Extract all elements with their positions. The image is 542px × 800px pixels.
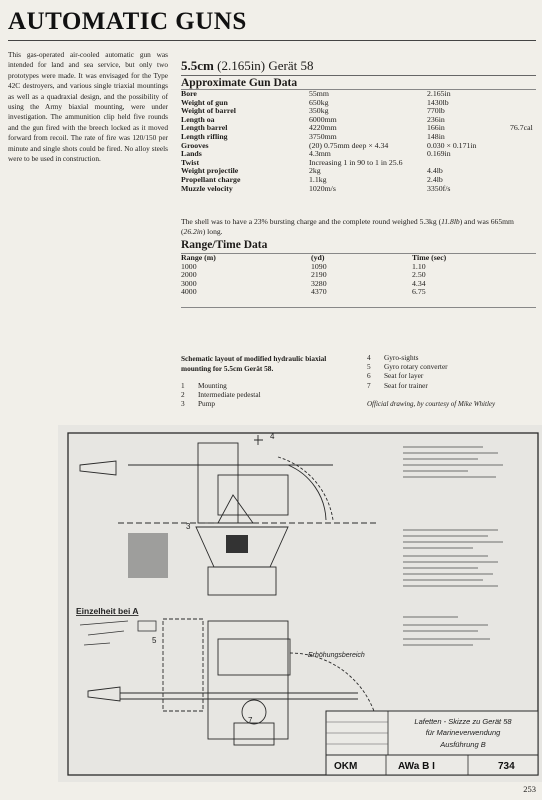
gun-data-body [181,90,536,193]
legend-item [367,381,448,390]
gun-data-row [181,107,536,116]
legend-item [181,381,261,390]
legend-item [367,353,448,362]
spec-extra [510,107,536,116]
spec-imperial: 236in [427,114,445,124]
spec-metric: Increasing 1 in 90 to 1 in 25.6 [309,157,403,167]
range-metres: 2000 [181,270,197,280]
spec-label: Lands [181,149,202,159]
spec-imperial: 148in [427,131,445,141]
spec-metric: (20) 0.75mm deep × 4.34 [309,140,389,150]
marker-4: 4 [270,432,275,441]
legend-text: Seat for trainer [384,380,428,390]
range-time: 4.34 [412,278,426,288]
spec-label: Twist [181,157,200,167]
spec-metric: 3750mm [309,131,337,141]
range-time: 1.10 [412,261,426,271]
range-header-m: Range (m) [181,253,216,262]
technical-drawing [58,425,542,782]
spec-metric: 2kg [309,166,321,176]
range-header-row [181,254,482,263]
elevation-range-label: Erhöhungsbereich [308,652,365,659]
specs-title: Approximate Gun Data [181,77,298,89]
legend-text: Mounting [198,381,227,390]
shell-note: The shell was to have a 23% bursting charge and the complete round weighed 5.3kg (11.8lb) and was 665mm (26.2in) long. [181,217,514,236]
gun-data-row [181,185,536,194]
figure-caption: Schematic layout of modified hydraulic biaxial mounting for 5.5cm Gerät 58. [181,354,327,373]
title-rule [8,40,536,41]
spec-extra [510,150,536,159]
gun-data-table [181,90,536,193]
title-block-line2: für Marineverwendung [425,728,501,737]
range-row [181,263,482,272]
legend-number: 6 [367,371,371,381]
spec-extra [510,133,536,142]
title-block-number: 734 [498,761,515,772]
spec-imperial: 0.169in [427,149,451,159]
range-row [181,271,482,280]
spec-imperial: 2.165in [427,89,451,98]
marker-3: 3 [186,522,191,531]
range-time: 2.50 [412,270,426,280]
marker-5: 5 [152,636,157,645]
title-block-office: OKM [334,761,358,772]
range-time-table [181,254,482,297]
intro-paragraph: This gas-operated air-cooled automatic gun was intended for land and sea service, but only two prototypes were made. It was envisaged for the Type 42C destroyers, and various single triaxial mountings as well as a quadraxial design, and the possibility of using the Army biaxial mounting, were under investigation. The ammunition clip held five rounds and the gun fired with the breech locked as it moved forward from recoil. The rate of fire was 120/150 per minute and single shots could be fired. No alloy steels were to be used in construction. [8,50,168,164]
spec-label: Propellant charge [181,174,241,184]
legend-item [367,371,448,380]
title-block-line1: Lafetten - Skizze zu Gerät 58 [414,717,512,726]
title-block-department: AWa B I [398,761,435,772]
gun-heading-name: (2.165in) Gerät 58 [213,58,314,73]
legend-number: 7 [367,380,371,390]
range-yards: 4370 [311,287,327,297]
spec-imperial: 4.4lb [427,166,443,176]
spec-label: Weight of barrel [181,106,236,116]
spec-imperial: 1430lb [427,97,449,107]
legend-number: 4 [367,353,371,362]
range-metres: 4000 [181,287,197,297]
pump-block [128,533,168,578]
figure-credit: Official drawing, by courtesy of Mike Whitley [367,400,496,408]
spec-extra [510,167,536,176]
spec-label: Bore [181,89,197,98]
spec-extra [510,159,536,168]
range-yards: 1090 [311,261,327,271]
title-block [326,711,538,775]
spec-extra [510,176,536,185]
range-yards: 2190 [311,270,327,280]
pedestal-block [226,535,248,553]
spec-label: Weight of gun [181,97,228,107]
legend-item [181,399,261,408]
gun-data-row [181,124,536,133]
spec-imperial: 770lb [427,106,445,116]
spec-extra [510,99,536,108]
figure-legend-left [181,381,261,409]
mounting-schematic [58,425,542,782]
handwritten-notes [403,447,503,645]
gun-data-row [181,176,536,185]
legend-text: Seat for layer [384,371,424,381]
title-block-line3: Ausführung B [440,740,486,749]
legend-number: 5 [367,362,371,372]
range-header-time: Time (sec) [412,253,447,262]
legend-number: 2 [181,390,185,400]
gun-data-row [181,90,536,99]
detail-a-sketch [80,621,156,645]
spec-label: Muzzle velocity [181,183,233,193]
spec-label: Length oa [181,114,215,124]
legend-item [367,362,448,371]
range-bottom-rule [181,307,536,308]
heading-rule [181,75,536,76]
spec-label: Length rifling [181,131,228,141]
spec-metric: 6000mm [309,114,337,124]
marker-7: 7 [248,716,253,725]
spec-metric: 4220mm [309,123,337,133]
spec-label: Weight projectile [181,166,239,176]
legend-text: Pump [198,399,216,409]
range-row [181,288,482,297]
spec-metric: 650kg [309,97,329,107]
gun-heading-calibre: 5.5cm [181,58,214,73]
spec-imperial: 2.4lb [427,174,443,184]
spec-imperial: 0.030 × 0.171in [427,140,477,150]
gun-data-row [181,142,536,151]
range-header-yd: (yd) [311,253,325,262]
legend-number: 3 [181,399,185,409]
spec-metric: 350kg [309,106,329,116]
spec-metric: 1020m/s [309,183,336,193]
spec-extra [510,142,536,151]
figure-legend-right [367,353,448,390]
range-time: 6.75 [412,287,426,297]
legend-item [181,390,261,399]
gun-data-row [181,116,536,125]
legend-text: Intermediate pedestal [198,390,261,400]
legend-text: Gyro rotary converter [384,362,448,372]
page-number: 253 [523,784,536,794]
range-row [181,280,482,289]
spec-label: Grooves [181,140,209,150]
range-metres: 3000 [181,278,197,288]
range-title: Range/Time Data [181,239,268,251]
page-title: AUTOMATIC GUNS [8,8,247,35]
legend-number: 1 [181,381,185,390]
range-yards: 3280 [311,278,327,288]
spec-extra [510,90,536,99]
spec-imperial: 166in [427,123,445,133]
spec-metric: 1.1kg [309,174,327,184]
range-metres: 1000 [181,261,197,271]
gun-heading [181,58,314,74]
spec-metric: 55mm [309,89,329,98]
legend-text: Gyro-sights [384,353,419,362]
detail-label: Einzelheit bei A [76,606,139,616]
spec-label: Length barrel [181,123,228,133]
elevation-view [80,443,378,595]
range-time-body [181,263,482,297]
spec-metric: 4.3mm [309,149,331,159]
spec-extra [510,185,536,194]
spec-imperial: 3350f/s [427,183,451,193]
spec-extra: 76.7cal [510,123,533,133]
